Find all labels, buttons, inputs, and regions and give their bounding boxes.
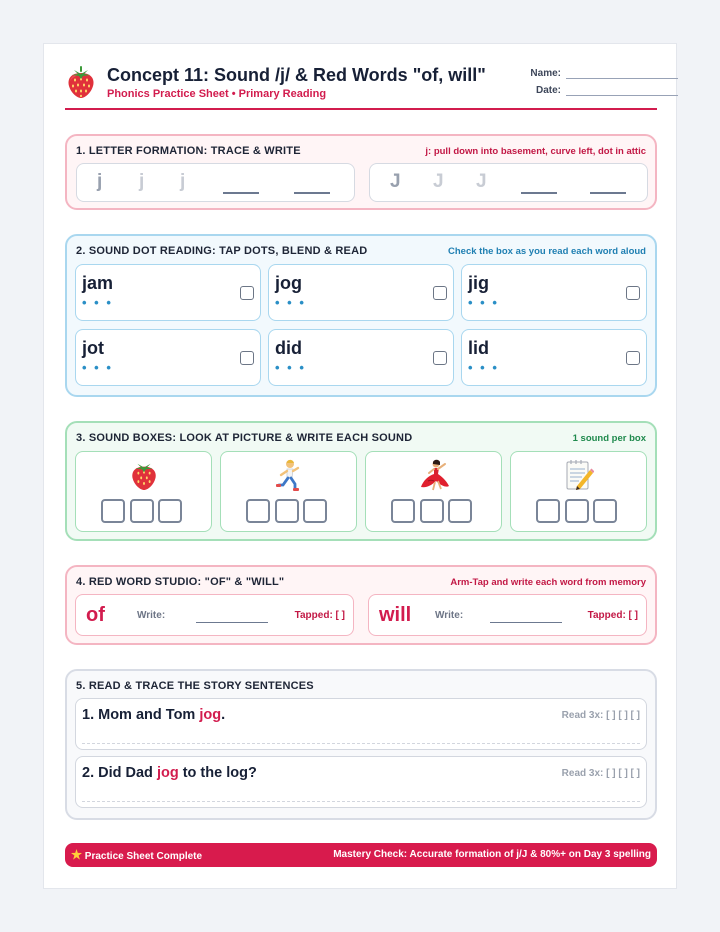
trace-letter: J <box>390 171 401 192</box>
red-word-card <box>75 594 354 636</box>
trace-line[interactable] <box>82 743 640 744</box>
section-title: 3. SOUND BOXES: LOOK AT PICTURE & WRITE EACH SOUND <box>76 432 413 444</box>
sound-box[interactable] <box>246 499 270 523</box>
word-card[interactable] <box>461 329 647 386</box>
sound-dots[interactable]: • • • <box>275 295 306 310</box>
word-text: jig <box>468 273 489 293</box>
word-card[interactable] <box>268 329 454 386</box>
highlight-word: jog <box>156 765 179 781</box>
page-title: Concept 11: Sound /j/ & Red Words "of, will" <box>107 65 486 85</box>
sound-box[interactable] <box>565 499 589 523</box>
sound-dots[interactable]: • • • <box>82 360 113 375</box>
write-line[interactable] <box>196 622 268 623</box>
section-note: Arm-Tap and write each word from memory <box>450 577 646 588</box>
write-blank[interactable] <box>223 192 259 194</box>
red-word-studio-section <box>65 565 657 645</box>
read-three-times-checkboxes[interactable]: Read 3x: [ ] [ ] [ ] <box>561 768 640 779</box>
word-card[interactable] <box>461 264 647 321</box>
write-blank[interactable] <box>521 192 557 194</box>
write-label: Write: <box>435 610 464 621</box>
sentence-text: 2. Did Dad jog to the log? <box>82 765 257 781</box>
strawberry-icon <box>129 459 159 491</box>
sound-box-group <box>536 499 620 524</box>
date-label: Date: <box>535 85 561 96</box>
write-blank[interactable] <box>590 192 626 194</box>
name-field[interactable] <box>507 68 657 82</box>
section-note: Check the box as you read each word aloud <box>448 246 646 257</box>
section-title: 5. READ & TRACE THE STORY SENTENCES <box>76 680 314 692</box>
sound-box[interactable] <box>275 499 299 523</box>
sound-dot-reading-section <box>65 234 657 397</box>
lowercase-trace-box[interactable] <box>76 163 355 202</box>
sound-dots[interactable]: • • • <box>468 295 499 310</box>
sound-box[interactable] <box>101 499 125 523</box>
sound-dots[interactable]: • • • <box>82 295 113 310</box>
trace-letter: j <box>180 171 186 192</box>
red-word-card <box>368 594 647 636</box>
sound-box-group <box>391 499 475 524</box>
word-text: jot <box>82 338 104 358</box>
sentence-card <box>75 698 647 750</box>
footer-banner <box>65 843 657 867</box>
word-text: did <box>275 338 302 358</box>
word-text: lid <box>468 338 489 358</box>
sound-box[interactable] <box>536 499 560 523</box>
trace-letter: J <box>433 171 444 192</box>
sentence-card <box>75 756 647 808</box>
sparkle-star-icon <box>71 849 82 860</box>
sound-box[interactable] <box>303 499 327 523</box>
highlight-word: jog <box>199 707 222 723</box>
footer-right-text: Mastery Check: Accurate formation of j/J & 80%+ on Day 3 spelling <box>333 849 651 860</box>
trace-line[interactable] <box>82 801 640 802</box>
sound-dots[interactable]: • • • <box>468 360 499 375</box>
date-line[interactable] <box>566 95 678 96</box>
read-checkbox[interactable] <box>240 286 254 300</box>
sentence-text: 1. Mom and Tom jog. <box>82 707 226 723</box>
red-word: will <box>379 604 412 626</box>
write-blank[interactable] <box>294 192 330 194</box>
section-title: 1. LETTER FORMATION: TRACE & WRITE <box>76 145 301 157</box>
read-checkbox[interactable] <box>433 351 447 365</box>
read-three-times-checkboxes[interactable]: Read 3x: [ ] [ ] [ ] <box>561 710 640 721</box>
write-label: Write: <box>137 610 166 621</box>
word-card[interactable] <box>75 264 261 321</box>
sound-box-group <box>101 499 185 524</box>
red-word: of <box>86 604 105 626</box>
read-checkbox[interactable] <box>626 351 640 365</box>
section-title: 2. SOUND DOT READING: TAP DOTS, BLEND & READ <box>76 245 368 257</box>
sound-box-group <box>246 499 330 524</box>
section-note: j: pull down into basement, curve left, dot in attic <box>425 146 646 157</box>
word-text: jog <box>275 273 302 293</box>
worksheet-header <box>65 64 657 110</box>
sound-box[interactable] <box>391 499 415 523</box>
footer-left-text: Practice Sheet Complete <box>84 851 203 862</box>
read-checkbox[interactable] <box>626 286 640 300</box>
jogger-icon <box>275 459 303 491</box>
sound-dots[interactable]: • • • <box>275 360 306 375</box>
date-field[interactable] <box>507 85 657 99</box>
tapped-checkbox[interactable]: Tapped: [ ] <box>294 610 345 621</box>
picture-card <box>220 451 357 532</box>
page-subtitle: Phonics Practice Sheet • Primary Reading <box>107 88 327 100</box>
sound-box[interactable] <box>448 499 472 523</box>
letter-formation-section <box>65 134 657 210</box>
picture-card <box>510 451 647 532</box>
section-note: 1 sound per box <box>572 433 646 444</box>
dancer-icon <box>418 459 450 491</box>
trace-letter: j <box>139 171 145 192</box>
name-line[interactable] <box>566 78 678 79</box>
story-sentences-section <box>65 669 657 820</box>
sound-box[interactable] <box>158 499 182 523</box>
sound-box[interactable] <box>420 499 444 523</box>
worksheet-page <box>43 43 677 889</box>
sound-box[interactable] <box>593 499 617 523</box>
tapped-checkbox[interactable]: Tapped: [ ] <box>587 610 638 621</box>
word-card[interactable] <box>268 264 454 321</box>
picture-card <box>365 451 502 532</box>
write-line[interactable] <box>490 622 562 623</box>
notepad-icon <box>564 459 594 491</box>
picture-card <box>75 451 212 532</box>
trace-letter: j <box>97 171 103 192</box>
read-checkbox[interactable] <box>240 351 254 365</box>
section-title: 4. RED WORD STUDIO: "OF" & "WILL" <box>76 576 285 588</box>
word-text: jam <box>82 273 114 293</box>
sound-box[interactable] <box>130 499 154 523</box>
strawberry-icon <box>65 65 97 99</box>
header-divider <box>65 108 657 110</box>
trace-letter: J <box>476 171 487 192</box>
name-label: Name: <box>530 68 561 79</box>
uppercase-trace-box[interactable] <box>369 163 648 202</box>
word-card[interactable] <box>75 329 261 386</box>
sound-boxes-section <box>65 421 657 541</box>
read-checkbox[interactable] <box>433 286 447 300</box>
